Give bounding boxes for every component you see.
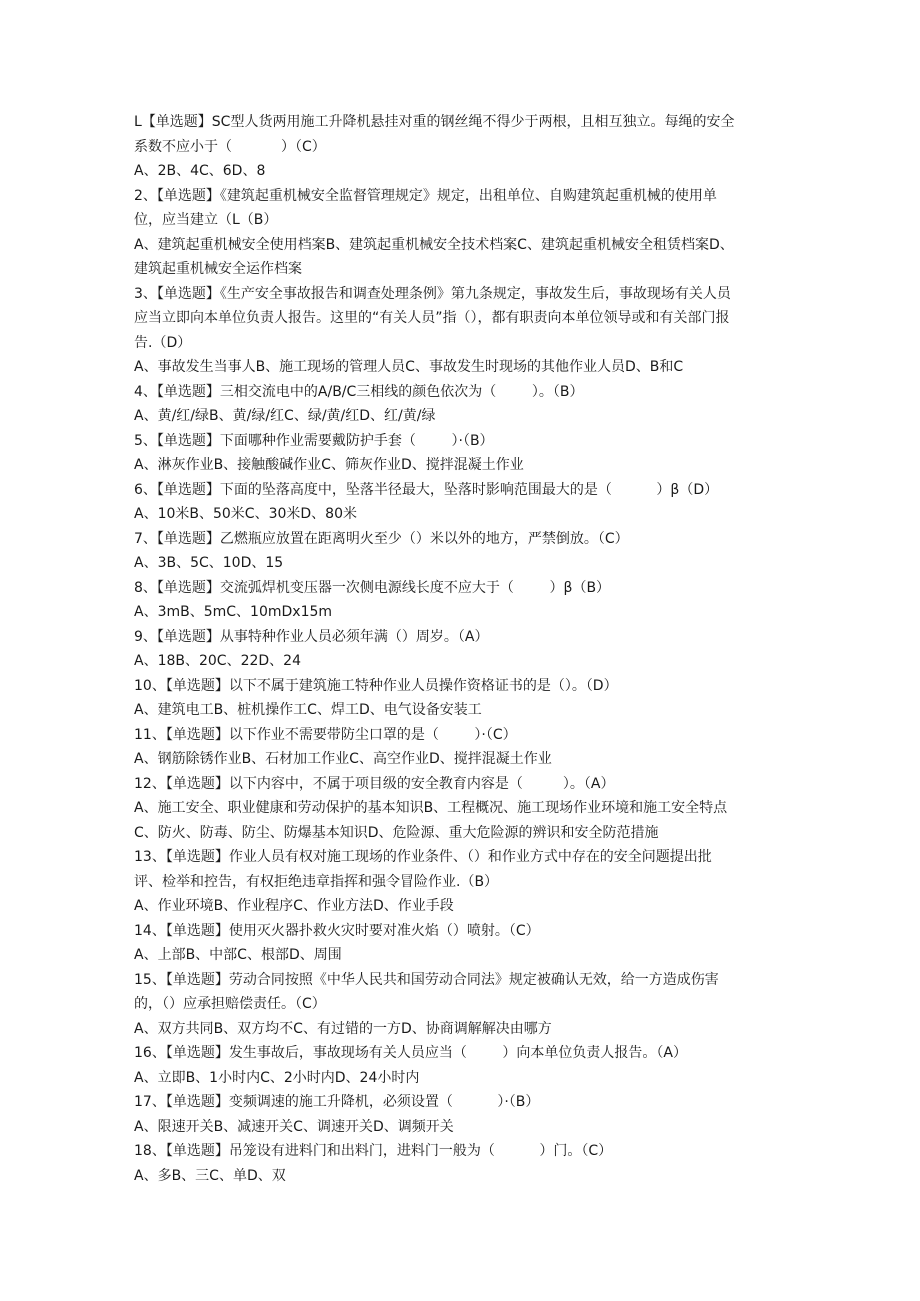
text-line: A、钢筋除锈作业B、石材加工作业C、高空作业D、搅拌混凝土作业 xyxy=(134,751,552,767)
text-line: A、建筑起重机械安全使用档案B、建筑起重机械安全技术档案C、建筑起重机械安全租赁档案D、 xyxy=(134,236,734,253)
text-line: A、建筑电工B、桩机操作工C、焊工D、电气设备安装工 xyxy=(134,702,482,718)
text-line: 15、【单选题】劳动合同按照《中华人民共和国劳动合同法》规定被确认无效，给一方造成伤害 xyxy=(134,971,719,988)
text-line: A、3mB、5mC、10mDx15m xyxy=(134,604,333,620)
text-line: A、双方共同B、双方均不C、有过错的一方D、协商调解解决由哪方 xyxy=(134,1020,552,1037)
text-line: A、多B、三C、单D、双 xyxy=(134,1167,286,1184)
text-line: L【单选题】SC型人货两用施工升降机悬挂对重的钢丝绳不得少于两根，且相互独立。每绳的安全 xyxy=(134,114,735,130)
text-line: 9、【单选题】从事特种作业人员必须年满（）周岁。（A） xyxy=(134,628,489,645)
text-line: 2、【单选题】《建筑起重机械安全监督管理规定》规定，出租单位、自购建筑起重机械的使用单 xyxy=(134,187,717,204)
text-line: 3、【单选题】《生产安全事故报告和调查处理条例》第九条规定，事故发生后，事故现场有关人员 xyxy=(134,285,731,302)
text-line: A、限速开关B、减速开关C、调速开关D、调频开关 xyxy=(134,1118,454,1135)
text-line: A、10米B、50米C、30米D、80米 xyxy=(134,506,357,522)
text-line: 5、【单选题】下面哪种作业需要戴防护手套（ ）·（B） xyxy=(134,432,494,449)
text-line: A、事故发生当事人B、施工现场的管理人员C、事故发生时现场的其他作业人员D、B和C xyxy=(134,359,684,375)
text-line: 14、【单选题】使用灭火器扑救火灾时要对准火焰（）喷射。（C） xyxy=(134,922,540,939)
text-line: 位，应当建立（L（B） xyxy=(134,212,278,228)
text-line: 告.（D） xyxy=(134,334,192,351)
text-line: 7、【单选题】乙燃瓶应放置在距离明火至少（）米以外的地方，严禁倒放。（C） xyxy=(134,530,629,547)
text-line: 系数不应小于（ ）（C） xyxy=(134,138,326,155)
text-line: 6、【单选题】下面的坠落高度中，坠落半径最大，坠落时影响范围最大的是（ ）β（D） xyxy=(134,481,719,498)
text-line: 16、【单选题】发生事故后，事故现场有关人员应当（ ）向本单位负责人报告。（A） xyxy=(134,1045,687,1061)
text-line: 10、【单选题】以下不属于建筑施工特种作业人员操作资格证书的是（）。（D） xyxy=(134,677,618,694)
text-line: 的，（）应承担赔偿责任。（C） xyxy=(134,996,326,1012)
text-line: A、作业环境B、作业程序C、作业方法D、作业手段 xyxy=(134,898,454,914)
text-line: A、黄/红/绿B、黄/绿/红C、绿/黄/红D、红/黄/绿 xyxy=(134,408,436,424)
text-line: 12、【单选题】以下内容中，不属于项目级的安全教育内容是（ ）。（A） xyxy=(134,775,615,792)
text-line: A、淋灰作业B、接触酸碱作业C、筛灰作业D、搅拌混凝土作业 xyxy=(134,457,524,473)
text-line: A、2B、4C、6D、8 xyxy=(134,163,266,179)
text-line: A、3B、5C、10D、15 xyxy=(134,555,284,571)
text-line: A、上部B、中部C、根部D、周围 xyxy=(134,947,342,963)
question-list xyxy=(134,110,784,1188)
text-line: 应当立即向本单位负责人报告。这里的“有关人员”指（），都有职责向本单位领导或和有关部门报 xyxy=(134,310,730,326)
text-line: C、防火、防毒、防尘、防爆基本知识D、危险源、重大危险源的辨识和安全防范措施 xyxy=(134,824,659,841)
text-line: 建筑起重机械安全运作档案 xyxy=(134,261,302,277)
text-line: 17、【单选题】变频调速的施工升降机，必须设置（ ）·（B） xyxy=(134,1094,540,1110)
text-line: 18、【单选题】吊笼设有进料门和出料门，进料门一般为（ ）门。（C） xyxy=(134,1143,613,1159)
text-line: A、18B、20C、22D、24 xyxy=(134,653,301,669)
text-line: 4、【单选题】三相交流电中的A/B/C三相线的颜色依次为（ ）。（B） xyxy=(134,383,584,400)
text-line: A、施工安全、职业健康和劳动保护的基本知识B、工程概况、施工现场作业环境和施工安全特点 xyxy=(134,800,728,816)
text-line: 评、检举和控告，有权拒绝违章指挥和强令冒险作业.（B） xyxy=(134,873,499,890)
text-line: 8、【单选题】交流弧焊机变压器一次侧电源线长度不应大于（ ）β（B） xyxy=(134,579,611,596)
text-line: 13、【单选题】作业人员有权对施工现场的作业条件、（）和作业方式中存在的安全问题提出批 xyxy=(134,849,712,865)
text-line: 11、【单选题】以下作业不需要带防尘口罩的是（ ）·（C） xyxy=(134,726,517,743)
text-line: A、立即B、1小时内C、2小时内D、24小时内 xyxy=(134,1069,420,1086)
